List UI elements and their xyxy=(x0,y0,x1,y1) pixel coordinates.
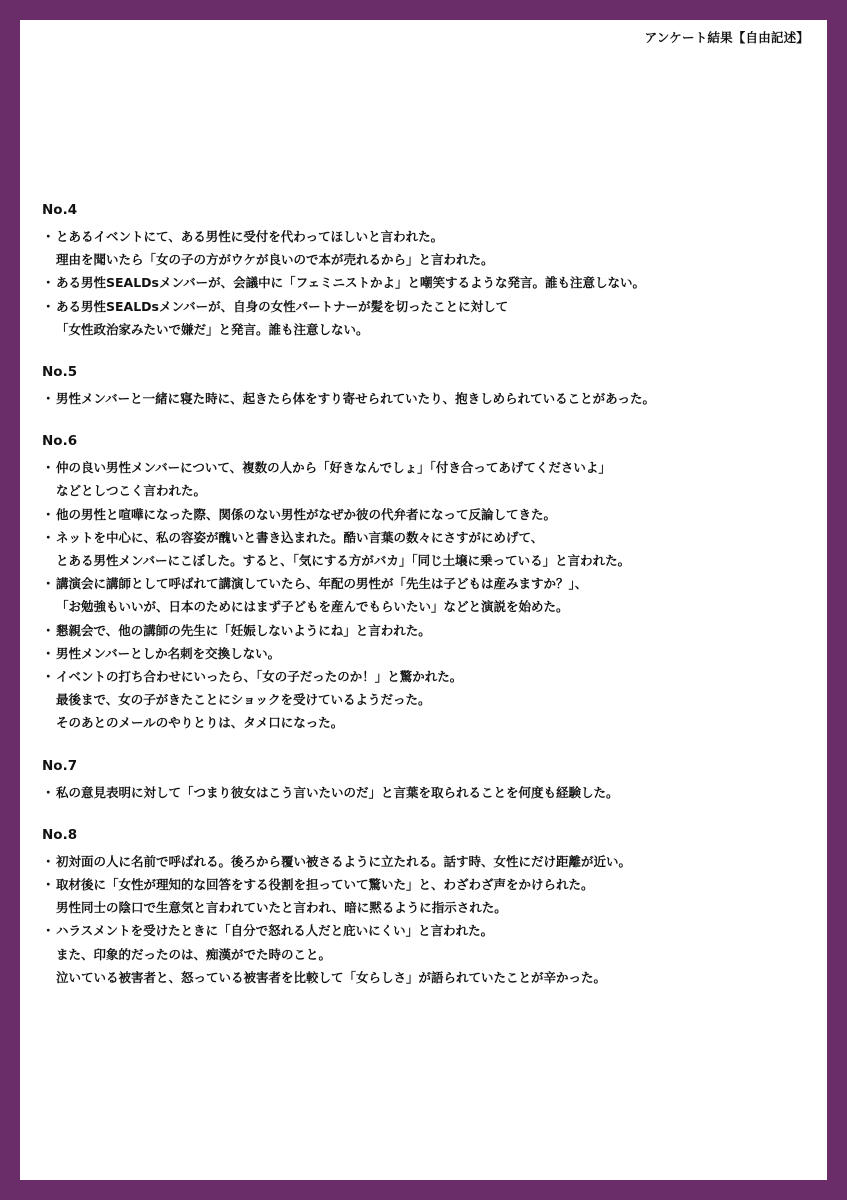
list-item-line: 理由を聞いたら「女の子の方がウケが良いので本が売れるから」と言われた。 xyxy=(56,252,494,268)
list-item xyxy=(42,526,812,572)
list-item-line: 初対面の人に名前で呼ばれる。後ろから覆い被さるように立たれる。話す時、女性にだけ距離が近い。 xyxy=(56,853,632,869)
survey-section xyxy=(42,201,812,341)
bullet-icon: ・ xyxy=(42,506,55,522)
bullet-icon: ・ xyxy=(42,784,55,800)
list-item-line: 私の意見表明に対して「つまり彼女はこう言いたいのだ」と言葉を取られることを何度も経験した。 xyxy=(56,784,619,800)
bullet-icon: ・ xyxy=(42,576,55,592)
list-item-line: イベントの打ち合わせにいったら、「女の子だったのか！」と驚かれた。 xyxy=(56,669,463,685)
bullet-icon: ・ xyxy=(42,877,55,893)
bullet-icon: ・ xyxy=(42,391,55,407)
list-item-line: ある男性SEALDsメンバーが、自身の女性パートナーが髪を切ったことに対して xyxy=(56,298,509,314)
bullet-icon: ・ xyxy=(42,275,55,291)
survey-section xyxy=(42,363,812,410)
list-item xyxy=(42,271,812,294)
list-item-line: ある男性SEALDsメンバーが、会議中に「フェミニストかよ」と嘲笑するような発言。誰も注意しない。 xyxy=(56,275,645,291)
list-item xyxy=(42,387,812,410)
list-item-line: また、印象的だったのは、痴漢がでた時のこと。 xyxy=(56,946,332,962)
page-header-title: アンケート結果【自由記述】 xyxy=(644,30,809,45)
list-item xyxy=(42,873,812,919)
list-item-line: 泣いている被害者と、怒っている被害者を比較して「女らしさ」が語られていたことが辛かった。 xyxy=(56,969,607,985)
list-item xyxy=(42,665,812,735)
list-item xyxy=(42,781,812,804)
bullet-icon: ・ xyxy=(42,460,55,476)
survey-content xyxy=(42,201,812,1011)
document-page xyxy=(20,20,827,1180)
survey-section xyxy=(42,826,812,989)
section-title: No.7 xyxy=(42,757,78,774)
list-item xyxy=(42,642,812,665)
list-item-line: とある男性メンバーにこぼした。すると、「気にする方がバカ」「同じ土壌に乗っている」と言われた。 xyxy=(56,553,631,569)
list-item xyxy=(42,225,812,271)
bullet-icon: ・ xyxy=(42,298,55,314)
bullet-icon: ・ xyxy=(42,923,55,939)
list-item-line: 「お勉強もいいが、日本のためにはまず子どもを産んでもらいたい」などと演説を始めた。 xyxy=(56,599,569,615)
list-item-line: とあるイベントにて、ある男性に受付を代わってほしいと言われた。 xyxy=(56,229,444,244)
list-item xyxy=(42,619,812,642)
survey-section xyxy=(42,432,812,734)
list-item-line: 男性同士の陰口で生意気と言われていたと言われ、暗に黙るように指示された。 xyxy=(56,900,507,916)
list-item-line: 懇親会で、他の講師の先生に「妊娠しないようにね」と言われた。 xyxy=(56,622,431,638)
list-item-line: 仲の良い男性メンバーについて、複数の人から「好きなんでしょ」「付き合ってあげてくださいよ」 xyxy=(56,460,611,476)
list-item-line: 男性メンバーと一緒に寝た時に、起きたら体をすり寄せられていたり、抱きしめられていることがあった。 xyxy=(56,391,656,407)
list-item-line: 講演会に講師として呼ばれて講演していたら、年配の男性が「先生は子どもは産みますか？」、 xyxy=(56,576,588,592)
bullet-icon: ・ xyxy=(42,622,55,638)
bullet-icon: ・ xyxy=(42,669,55,685)
bullet-icon: ・ xyxy=(42,853,55,869)
list-item-line: 最後まで、女の子がきたことにショックを受けているようだった。 xyxy=(56,692,431,708)
list-item xyxy=(42,572,812,618)
section-title: No.8 xyxy=(42,826,78,843)
list-item-line: 「女性政治家みたいで嫌だ」と発言。誰も注意しない。 xyxy=(56,321,369,337)
list-item-line: などとしつこく言われた。 xyxy=(56,483,207,499)
list-item-line: ハラスメントを受けたときに「自分で怒れる人だと庇いにくい」と言われた。 xyxy=(56,923,494,939)
bullet-icon: ・ xyxy=(42,645,55,661)
section-title: No.4 xyxy=(42,202,78,218)
survey-section xyxy=(42,757,812,804)
section-title: No.6 xyxy=(42,433,78,450)
list-item xyxy=(42,456,812,502)
list-item xyxy=(42,503,812,526)
list-item xyxy=(42,850,812,873)
section-title: No.5 xyxy=(42,364,78,381)
list-item xyxy=(42,919,812,989)
list-item xyxy=(42,295,812,341)
bullet-icon: ・ xyxy=(42,529,55,545)
list-item-line: 取材後に「女性が理知的な回答をする役割を担っていて驚いた」と、わざわざ声をかけられた。 xyxy=(56,877,594,893)
bullet-icon: ・ xyxy=(42,229,55,244)
list-item-line: 男性メンバーとしか名刺を交換しない。 xyxy=(56,645,281,661)
list-item-line: 他の男性と喧嘩になった際、関係のない男性がなぜか彼の代弁者になって反論してきた。 xyxy=(56,506,557,522)
list-item-line: ネットを中心に、私の容姿が醜いと書き込まれた。酷い言葉の数々にさすがにめげて、 xyxy=(56,529,544,545)
list-item-line: そのあとのメールのやりとりは、タメ口になった。 xyxy=(56,715,344,731)
